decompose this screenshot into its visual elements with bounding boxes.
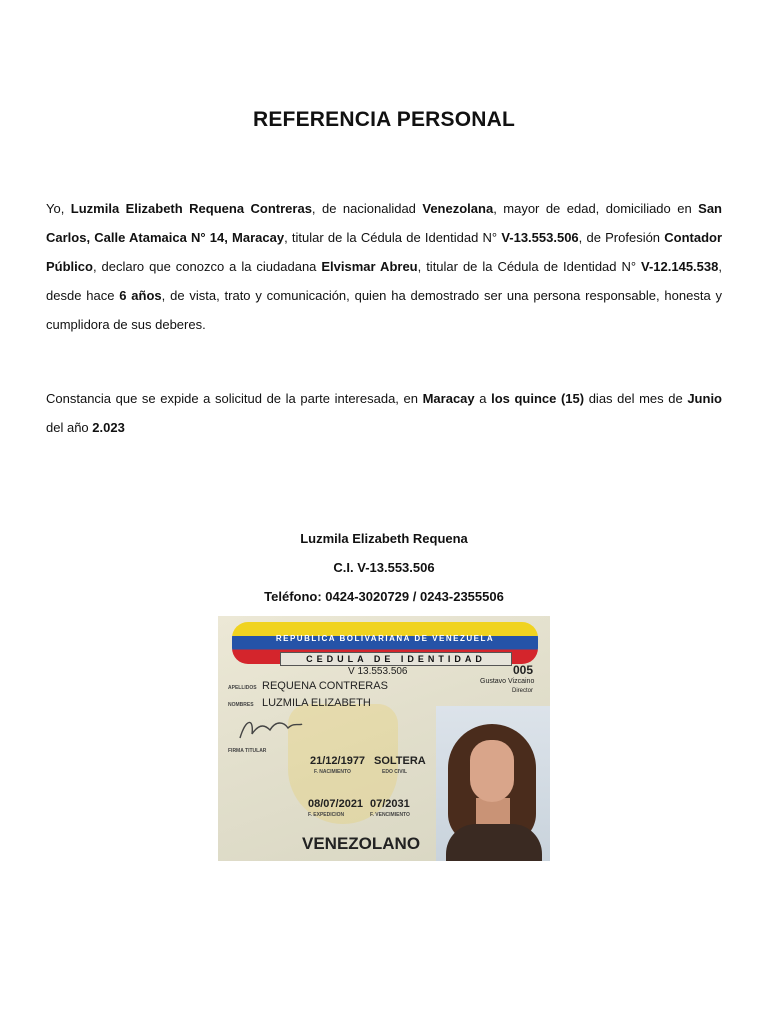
id-number: V 13.553.506 <box>348 666 408 677</box>
firma-label: FIRMA TITULAR <box>228 748 267 754</box>
holder-photo <box>436 706 550 861</box>
expiry-date: 07/2031 <box>370 798 410 810</box>
issuance-paragraph: Constancia que se expide a solicitud de la parte interesada, en Maracay a los quince (15) dias del mes de Junio del año 2.023 <box>46 391 722 435</box>
nationality: VENEZOLANO <box>302 834 421 853</box>
reference-paragraph: Yo, Luzmila Elizabeth Requena Contreras, de nacionalidad Venezolana, mayor de edad, domiciliado en San Carlos, Calle Atamaica N° 14, Maracay, titular de la Cédula de Identidad N° V-13.553.506, de Profesión Contador Público, declaro que conozco a la ciudadana Elvismar Abreu, titular de la Cédula de Identidad N° V-12.145.538, desde hace 6 años, de vista, trato y comunicación, quien ha demostrado ser una persona responsable, honesta y cumplidora de sus deberes. <box>46 201 723 332</box>
birth-label: F. NACIMIENTO <box>314 769 351 775</box>
signature-ci: C.I. V-13.553.506 <box>333 560 435 575</box>
issue-date: 08/07/2021 <box>308 798 364 810</box>
director-title: Director <box>512 688 534 694</box>
republic-label: REPUBLICA BOLIVARIANA DE VENEZUELA <box>275 634 495 643</box>
id-card-image <box>218 616 550 861</box>
signature-scribble <box>236 712 306 746</box>
civil-label: EDO CIVIL <box>382 769 408 775</box>
apellidos-label: APELLIDOS <box>228 685 257 691</box>
document-title: REFERENCIA PERSONAL <box>252 108 516 131</box>
issue-label: F. EXPEDICION <box>308 812 345 818</box>
nombres-value: LUZMILA ELIZABETH <box>262 697 371 709</box>
nombres-label: NOMBRES <box>228 702 254 708</box>
expiry-label: F. VENCIMIENTO <box>370 812 410 818</box>
id-code: 005 <box>513 663 534 677</box>
civil-status: SOLTERA <box>374 755 426 767</box>
doc-type-label: CEDULA DE IDENTIDAD <box>280 652 512 666</box>
birth-date: 21/12/1977 <box>310 755 366 767</box>
director-name: Gustavo Vizcaino <box>480 678 535 685</box>
signature-name: Luzmila Elizabeth Requena <box>300 531 468 546</box>
apellidos-value: REQUENA CONTRERAS <box>262 680 388 692</box>
signature-phone: Teléfono: 0424-3020729 / 0243-2355506 <box>264 589 504 604</box>
